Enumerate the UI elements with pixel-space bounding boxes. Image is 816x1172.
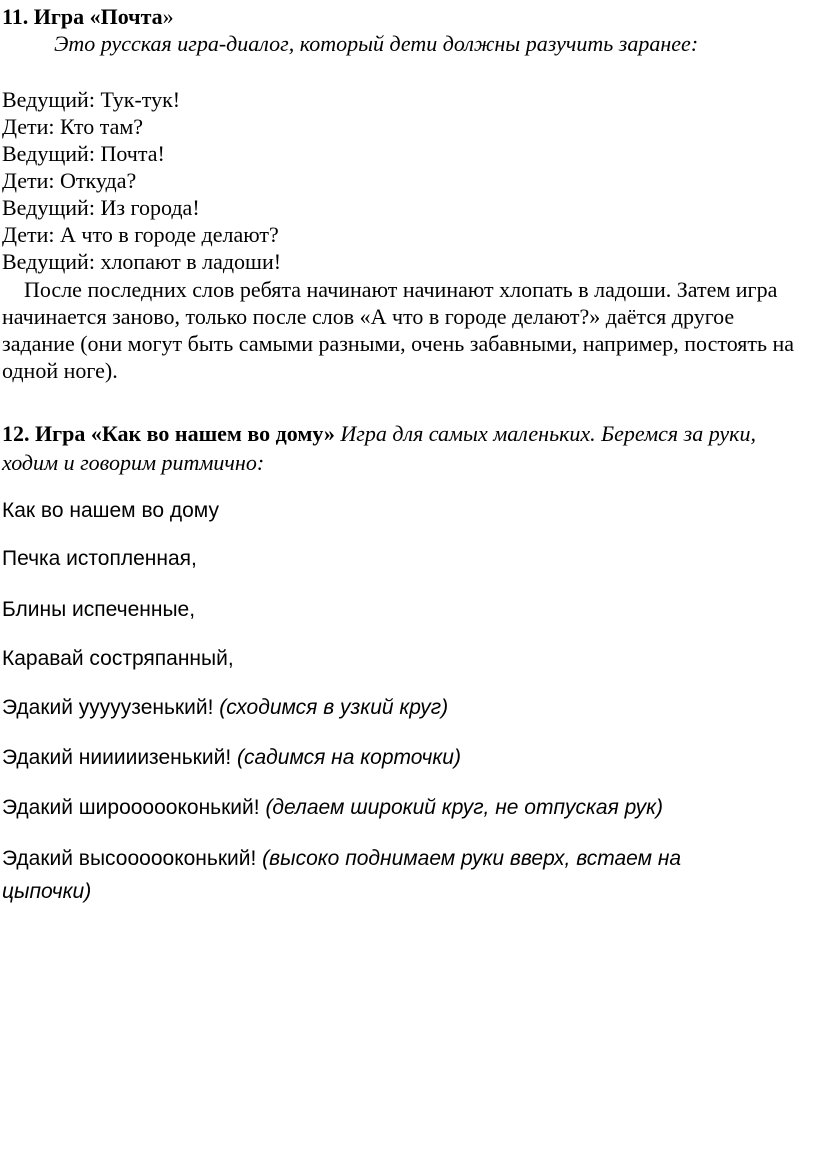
game-11-number: 11. (2, 4, 29, 29)
verse-text: Эдакий ууууузенький! (2, 696, 214, 719)
verse-line (2, 842, 762, 908)
dialog-line: Ведущий: Тук-тук! (2, 87, 181, 112)
dialog-line: Дети: А что в городе делают? (2, 222, 279, 247)
game-11-title-name: Почта (100, 4, 163, 29)
verse-line (2, 596, 195, 624)
verse-text: Печка истопленная, (2, 547, 197, 570)
verse-line (2, 545, 197, 573)
verse-note: (высоко поднимаем руки вверх, встаем на цыпочки) (2, 847, 682, 903)
game-11-intro: Это русская игра-диалог, который дети должны разучить заранее: (54, 31, 699, 56)
verse-text: Блины испеченные, (2, 598, 196, 621)
verse-text: Каравай состряпанный, (2, 647, 234, 670)
verse-note: (делаем широкий круг, не отпуская рук) (265, 796, 664, 819)
game-12-heading: 12. Игра «Как во нашем во дому» (2, 421, 335, 446)
game-11-heading (2, 3, 174, 30)
game-11-title-suffix: » (162, 4, 174, 29)
verse-text: Как во нашем во дому (2, 499, 219, 522)
verse-text: Эдакий высоооооконький! (2, 847, 257, 870)
verse-note: (садимся на корточки) (237, 746, 461, 769)
verse-line (2, 694, 448, 722)
dialog-line: Дети: Откуда? (2, 168, 137, 193)
dialog-line: Ведущий: Почта! (2, 141, 165, 166)
verse-line (2, 645, 234, 673)
verse-note: (сходимся в узкий круг) (219, 696, 449, 719)
game-12-intro: Игра для самых маленьких. Беремся за руки, ходим и говорим ритмично: (2, 421, 756, 475)
game-11-title-prefix: Игра « (33, 4, 101, 29)
dialog-line: Дети: Кто там? (2, 114, 144, 139)
dialog-line: Ведущий: Из города! (2, 195, 200, 220)
verse-text: Эдакий нииииизенький! (2, 746, 232, 769)
dialog-line: Ведущий: хлопают в ладоши! (2, 249, 282, 274)
verse-line (2, 497, 219, 525)
game-12-heading-block (2, 419, 792, 477)
verse-line (2, 744, 461, 772)
verse-line (2, 794, 663, 822)
verse-text: Эдакий широооооконький! (2, 796, 260, 819)
game-11-explanation: После последних слов ребята начинают начинают хлопать в ладоши. Затем игра начинается заново, только после слов «А что в городе делают?» даётся другое задание (они могут быть самыми разными, очень забавными, например, постоять на одной ноге). (2, 277, 795, 383)
